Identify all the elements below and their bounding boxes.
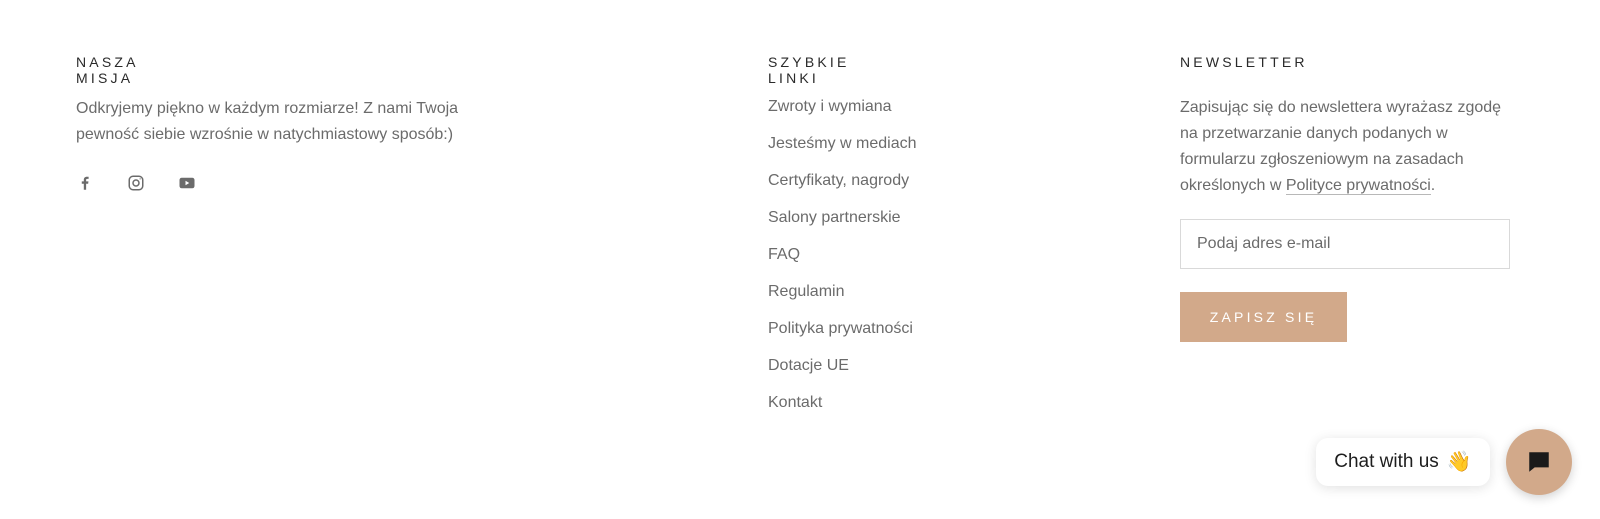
link-dotacje[interactable]: Dotacje UE (768, 357, 849, 374)
newsletter-text (1180, 95, 1510, 199)
chat-bubble[interactable] (1316, 438, 1490, 486)
email-input[interactable] (1180, 219, 1510, 269)
quick-links-heading: SZYBKIE LINKI (768, 54, 850, 86)
link-media[interactable]: Jesteśmy w mediach (768, 135, 917, 152)
youtube-icon[interactable] (178, 174, 196, 192)
list-item (768, 168, 917, 205)
list-item (768, 279, 917, 316)
list-item (768, 94, 917, 131)
link-kontakt[interactable]: Kontakt (768, 394, 823, 411)
list-item (768, 353, 917, 390)
list-item (768, 316, 917, 353)
quick-links-list (768, 94, 917, 427)
list-item (768, 390, 917, 427)
link-zwroty[interactable]: Zwroty i wymiana (768, 98, 892, 115)
link-faq[interactable]: FAQ (768, 246, 801, 263)
social-links (76, 174, 229, 192)
subscribe-button[interactable]: ZAPISZ SIĘ (1180, 292, 1347, 342)
chat-label: Chat with us (1334, 451, 1439, 472)
link-salony[interactable]: Salony partnerskie (768, 209, 901, 226)
privacy-policy-link[interactable]: Polityce prywatności (1285, 177, 1431, 194)
mission-heading: NASZA MISJA (76, 54, 138, 86)
chat-launcher-button[interactable] (1506, 429, 1572, 495)
link-polityka[interactable]: Polityka prywatności (768, 320, 913, 337)
newsletter-consent-text: Zapisując się do newslettera wyrażasz zgodę na przetwarzanie danych podanych w formularzu zgłoszeniowym na zasadach określonych w (1180, 99, 1502, 194)
list-item (768, 242, 917, 279)
waving-hand-icon: 👋 (1446, 451, 1472, 473)
list-item (768, 131, 917, 168)
list-item (768, 205, 917, 242)
chat-icon (1526, 449, 1552, 475)
instagram-icon[interactable] (127, 174, 145, 192)
link-regulamin[interactable]: Regulamin (768, 283, 845, 300)
newsletter-heading: NEWSLETTER (1180, 54, 1308, 70)
mission-text: Odkryjemy piękno w każdym rozmiarze! Z nami Twoja pewność siebie wzrośnie w natychmiastowy sposób:) (76, 100, 459, 143)
newsletter-consent-end: . (1430, 177, 1436, 194)
link-certyfikaty[interactable]: Certyfikaty, nagrody (768, 172, 910, 189)
facebook-icon[interactable] (76, 174, 94, 192)
